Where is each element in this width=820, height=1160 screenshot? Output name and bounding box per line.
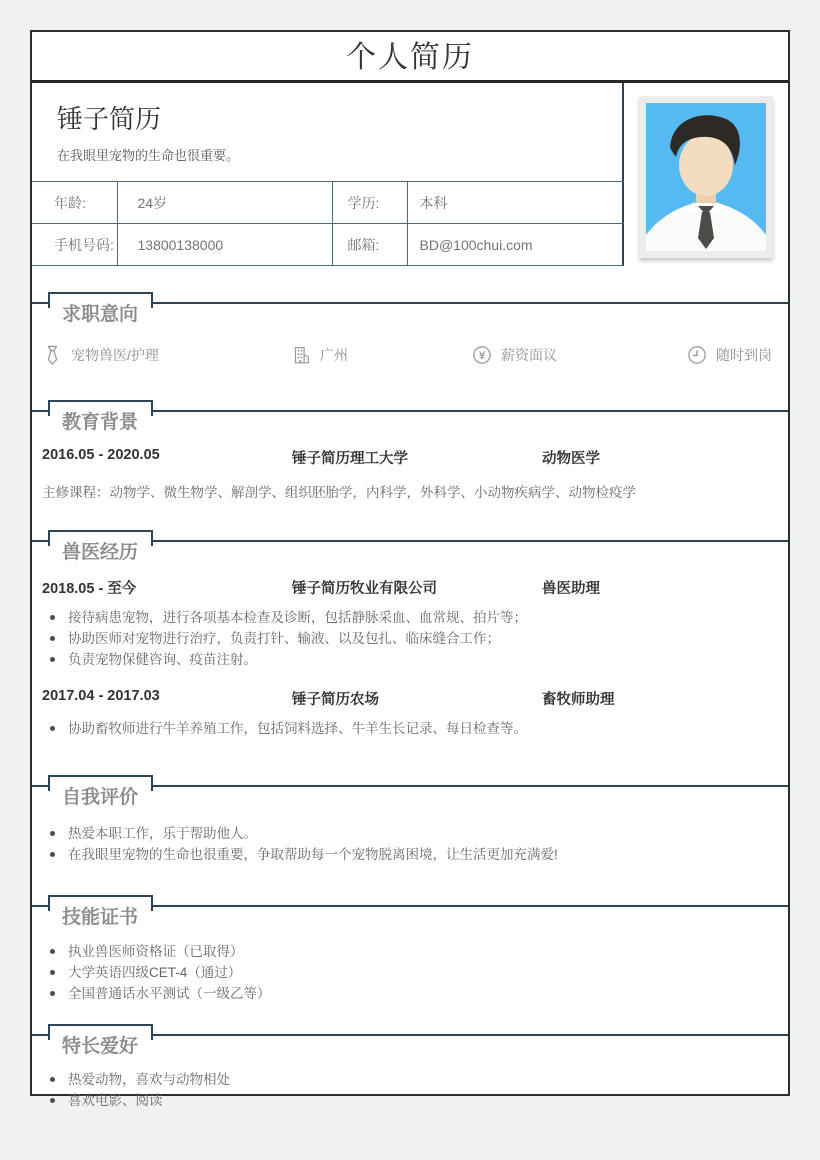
- experience-entry: [42, 577, 778, 598]
- page-title: 个人简历: [32, 32, 788, 83]
- intent-position: [42, 344, 292, 366]
- education-period: 2016.05 - 2020.05: [42, 447, 160, 463]
- email-value: BD@100chui.com: [407, 224, 624, 266]
- bullet-dot: [50, 949, 55, 954]
- phone-label: 手机号码:: [32, 224, 117, 266]
- section-title: 求职意向: [50, 292, 151, 322]
- bullet-text: 执业兽医师资格证（已取得）: [68, 944, 244, 959]
- bullet-dot: [50, 1077, 55, 1082]
- section-title: 自我评价: [50, 775, 151, 805]
- age-value: 24岁: [117, 182, 332, 224]
- section-header: [32, 1024, 788, 1057]
- tie-icon: [42, 344, 62, 366]
- list-item: [42, 941, 778, 962]
- bullet-text: 全国普通话水平测试（一级乙等）: [68, 986, 271, 1001]
- experience-period: 2018.05 - 至今: [42, 581, 137, 597]
- table-row: [32, 182, 624, 224]
- list-item: [42, 649, 778, 670]
- profile-section: [32, 83, 788, 266]
- phone-value: 13800138000: [117, 224, 332, 266]
- bullet-text: 协助医师对宠物进行治疗，负责打针、输液、以及包扎、临床缝合工作；: [68, 631, 500, 646]
- experience-role: 兽医助理: [542, 581, 600, 597]
- bullet-dot: [50, 636, 55, 641]
- bullet-text: 负责宠物保健咨询、疫苗注射。: [68, 652, 257, 667]
- intent-availability-label: 随时到岗: [716, 347, 772, 363]
- self-evaluation-bullets: [42, 823, 778, 865]
- experience-bullets: [42, 607, 778, 670]
- experience-period: 2017.04 - 2017.03: [42, 688, 160, 704]
- bullet-text: 在我眼里宠物的生命也很重要，争取帮助每一个宠物脱离困境，让生活更加充满爱!: [68, 847, 558, 862]
- yen-icon: [472, 345, 492, 365]
- experience-entry: [42, 688, 778, 709]
- bullet-text: 接待病患宠物，进行各项基本检查及诊断，包括静脉采血、血常规、拍片等；: [68, 610, 527, 625]
- experience-bullets: [42, 718, 778, 739]
- email-label: 邮箱:: [332, 224, 407, 266]
- header-line-right: [151, 530, 788, 542]
- job-intent-items: [42, 344, 778, 366]
- intent-availability: [687, 344, 778, 366]
- list-item: [42, 823, 778, 844]
- education-major: 动物医学: [542, 451, 600, 467]
- bullet-text: 热爱动物，喜欢与动物相处: [68, 1072, 230, 1087]
- person-name: 锤子简历: [57, 104, 162, 134]
- building-icon: [292, 345, 311, 365]
- resume-page: [30, 30, 790, 1108]
- section-header: [32, 895, 788, 928]
- intent-salary: [472, 344, 687, 366]
- education-school: 锤子简历理工大学: [292, 451, 408, 467]
- degree-value: 本科: [407, 182, 624, 224]
- section-title: 特长爱好: [50, 1024, 151, 1054]
- section-education: [32, 400, 788, 501]
- intent-salary-label: 薪资面议: [501, 347, 557, 363]
- list-item: [42, 628, 778, 649]
- list-item: [42, 607, 778, 628]
- bullet-dot: [50, 852, 55, 857]
- header-line-right: [151, 1024, 788, 1036]
- bullet-dot: [50, 615, 55, 620]
- skills-bullets: [42, 941, 778, 1004]
- intent-city-label: 广州: [320, 347, 348, 363]
- degree-label: 学历:: [332, 182, 407, 224]
- list-item: [42, 962, 778, 983]
- table-row: [32, 224, 624, 266]
- age-label: 年龄:: [32, 182, 117, 224]
- section-title: 教育背景: [50, 400, 151, 430]
- section-header: [32, 775, 788, 808]
- header-line-right: [151, 400, 788, 412]
- list-item: [42, 718, 778, 739]
- header-line-right: [151, 292, 788, 304]
- profile-info: [32, 83, 624, 266]
- experience-org: 锤子简历牧业有限公司: [292, 581, 437, 597]
- clock-icon: [687, 345, 707, 365]
- photo-area: [624, 83, 788, 266]
- list-item: [42, 1069, 778, 1090]
- bullet-dot: [50, 657, 55, 662]
- svg-text:¥: ¥: [478, 350, 486, 363]
- section-header: [32, 400, 788, 433]
- section-self-evaluation: [32, 775, 788, 865]
- section-title: 技能证书: [50, 895, 151, 925]
- hobbies-bullets: [42, 1069, 778, 1111]
- bullet-text: 协助畜牧师进行牛羊养殖工作，包括饲料选择、牛羊生长记录、每日检查等。: [68, 721, 527, 736]
- section-header: [32, 292, 788, 325]
- section-title: 兽医经历: [50, 530, 151, 560]
- education-courses: 主修课程：动物学、微生物学、解剖学、组织胚胎学，内科学，外科学、小动物疾病学、动物检疫学: [42, 485, 636, 500]
- contact-table: [32, 181, 624, 266]
- photo-frame: [639, 96, 773, 258]
- section-job-intent: [32, 292, 788, 366]
- header-line-right: [151, 895, 788, 907]
- section-experience: [32, 530, 788, 739]
- intent-position-label: 宠物兽医/护理: [71, 347, 159, 363]
- bullet-dot: [50, 991, 55, 996]
- bullet-dot: [50, 726, 55, 731]
- education-entry: [42, 447, 778, 468]
- section-hobbies: [32, 1024, 788, 1111]
- section-header: [32, 530, 788, 563]
- avatar-man-icon: [646, 103, 766, 251]
- experience-role: 畜牧师助理: [542, 692, 615, 708]
- bullet-dot: [50, 1098, 55, 1103]
- bullet-text: 热爱本职工作，乐于帮助他人。: [68, 826, 257, 841]
- bullet-text: 大学英语四级CET-4（通过）: [68, 965, 242, 980]
- list-item: [42, 983, 778, 1004]
- section-skills: [32, 895, 788, 1004]
- bullet-dot: [50, 831, 55, 836]
- person-tagline: 在我眼里宠物的生命也很重要。: [57, 148, 240, 163]
- intent-city: [292, 344, 472, 366]
- list-item: [42, 1090, 778, 1111]
- experience-org: 锤子简历农场: [292, 692, 379, 708]
- bullet-text: 喜欢电影、阅读: [68, 1093, 163, 1108]
- bullet-dot: [50, 970, 55, 975]
- header-line-right: [151, 775, 788, 787]
- list-item: [42, 844, 778, 865]
